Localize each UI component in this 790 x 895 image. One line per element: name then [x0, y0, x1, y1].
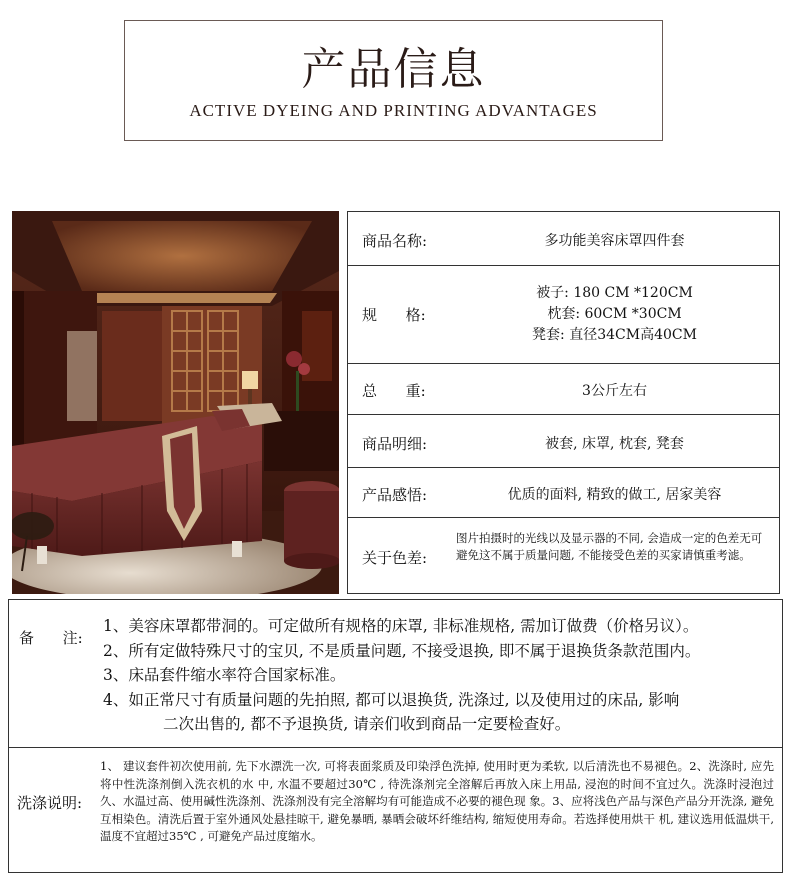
spec-label-color: 关于色差:	[362, 549, 428, 567]
spec-label-detail: 商品明细:	[362, 435, 428, 453]
note-item: 3、床品套件缩水率符合国家标准。	[103, 666, 346, 684]
spec-label-size: 规 格:	[362, 306, 426, 324]
spec-label-feel: 产品感悟:	[362, 486, 428, 504]
notes-list	[103, 614, 776, 737]
size-quilt: 被子: 180 CM *120CM	[536, 285, 693, 301]
note-item: 二次出售的, 都不予退换货, 请亲们收到商品一定要检查好。	[163, 715, 571, 733]
wash-text: 1、 建议套件初次使用前, 先下水漂洗一次, 可将表面浆质及印染浮色洗掉, 使用时更为柔软, 以后清洗也不易褪色。2、洗涤时, 应先将中性洗涤剂倒入洗衣机的水 中, 水温不要超过30℃ , 待洗涤剂完全溶解后再放入床上用品, 浸泡的时间不宜过久。洗涤时浸泡过久、水温过高、使用碱性洗涤剂、洗涤剂没有完全溶解均有可能造成不必要的褪色现 象。3、应将浅色产品与深色产品分开洗涤, 避免互相染色。清洗后置于室外通风处悬挂晾干, 避免暴晒, 暴晒会破坏纤维结构, 缩短使用寿命。若选择使用烘干 机, 建议选用低温烘干, 温度不宜超过35℃ , 可避免产品过度缩水。	[100, 759, 774, 843]
spec-row-name	[348, 212, 779, 266]
spec-value-feel: 优质的面料, 精致的做工, 居家美容	[507, 487, 722, 503]
spec-value-color: 图片拍摄时的光线以及显示器的不同, 会造成一定的色差无可避免这不属于质量问题, 不能接受色差的买家请慎重考滤。	[456, 531, 763, 562]
spec-row-detail	[348, 415, 779, 468]
wash-box	[8, 748, 783, 873]
spec-row-weight	[348, 364, 779, 415]
note-item: 4、如正常尺寸有质量问题的先拍照, 都可以退换货, 洗涤过, 以及使用过的床品, 影响	[103, 690, 680, 709]
size-stool: 凳套: 直径34CM高40CM	[532, 327, 697, 343]
spec-row-color	[348, 518, 779, 594]
wash-label: 洗涤说明:	[17, 794, 83, 812]
spec-value-detail: 被套, 床罩, 枕套, 凳套	[545, 436, 684, 452]
page-title: 产品信息	[301, 44, 486, 95]
page-subtitle: ACTIVE DYEING AND PRINTING ADVANTAGES	[189, 101, 598, 120]
product-photo	[12, 211, 339, 594]
notes-label: 备 注:	[19, 629, 83, 647]
spec-label-weight: 总 重:	[362, 382, 426, 400]
note-item: 2、所有定做特殊尺寸的宝贝, 不是质量问题, 不接受退换, 即不属于退换货条款范围内。	[103, 641, 701, 660]
notes-box	[8, 599, 783, 748]
spec-row-size	[348, 266, 779, 364]
header-box	[124, 20, 663, 141]
specs-table	[347, 211, 780, 594]
note-item: 1、美容床罩都带洞的。可定做所有规格的床罩, 非标准规格, 需加订做费（价格另议）。	[103, 617, 699, 635]
size-pillow: 枕套: 60CM *30CM	[547, 306, 682, 322]
spec-label-name: 商品名称:	[362, 232, 428, 250]
spec-value-weight: 3公斤左右	[582, 383, 647, 399]
spec-value-size	[458, 283, 771, 346]
spec-value-name: 多功能美容床罩四件套	[544, 233, 685, 249]
spec-row-feel	[348, 468, 779, 518]
